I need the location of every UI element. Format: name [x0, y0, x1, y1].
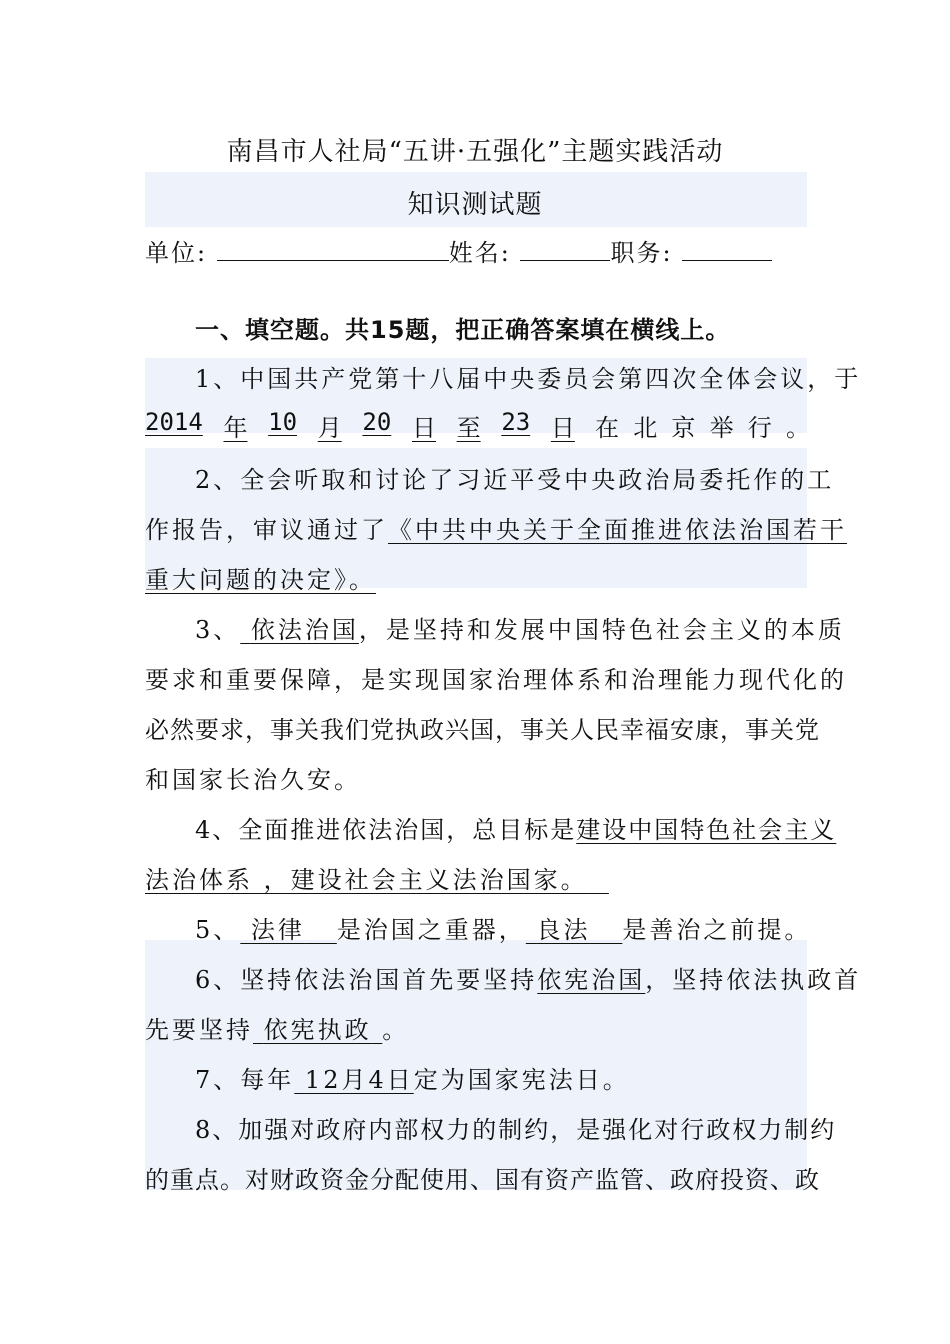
q4-answer: 建设中国特色社会主义 [576, 816, 837, 844]
name-label: 姓名: [448, 239, 511, 267]
q3-answer: 依法治国 [250, 616, 359, 644]
q2-answer: 《中共中央关于全面推进依法治国若干 [388, 516, 847, 544]
q1-line1: 1、中国共产党第十八届中央委员会第四次全体会议，于 [195, 365, 862, 393]
q1-tail: 在 北 京 举 行 。 [595, 414, 810, 442]
position-label: 职务: [610, 239, 673, 267]
q8-line1: 8、加强对政府内部权力的制约，是强化对行政权力制约 [195, 1116, 837, 1144]
q7-answer: 12月4日 [304, 1066, 414, 1094]
section-heading: 一、填空题。共15题，把正确答案填在横线上。 [195, 316, 731, 344]
q2-line2: 作报告，审议通过了《中共中央关于全面推进依法治国若干 [145, 516, 847, 544]
q8-line2: 的重点。对财政资金分配使用、国有资产监管、政府投资、政 [145, 1166, 820, 1194]
q2-line3 [145, 560, 810, 595]
name-field[interactable] [520, 238, 610, 261]
page-title: 南昌市人社局“五讲·五强化”主题实践活动 [226, 137, 724, 167]
q4-line2 [145, 860, 810, 895]
q2-line1: 2、全会听取和讨论了习近平受中央政治局委托作的工 [195, 466, 835, 494]
q3-line3: 必然要求，事关我们党执政兴国，事关人民幸福安康，事关党 [145, 716, 820, 744]
q3-line2: 要求和重要保障，是实现国家治理体系和治理能力现代化的 [145, 666, 847, 694]
q6-answer1: 依宪治国 [537, 966, 646, 994]
q3-line4: 和国家长治久安。 [145, 766, 361, 794]
q1-line2 [145, 408, 810, 443]
q6-answer2: 依宪执政 [263, 1016, 372, 1044]
form-line [145, 233, 810, 268]
page-subtitle: 知识测试题 [407, 190, 543, 220]
q6-line2: 先要坚持 依宪执政 。 [145, 1016, 410, 1044]
q4-line1: 4、全面推进依法治国，总目标是建设中国特色社会主义 [195, 816, 837, 844]
q1-answer: 2014 年 10 月 20 日 至 23 日 [145, 408, 575, 442]
q3-line1: 3、 依法治国，是坚持和发展中国特色社会主义的本质 [195, 616, 845, 644]
q5-line: 5、 法律 是治国之重器， 良法 是善治之前提。 [195, 916, 812, 944]
q6-line1: 6、坚持依法治国首先要坚持依宪治国，坚持依法执政首 [195, 966, 862, 994]
q5-answer1: 法律 [250, 916, 305, 944]
position-field[interactable] [682, 238, 772, 261]
q2-answer-cont: 重大问题的决定》。 [145, 566, 376, 594]
q5-answer2: 良法 [536, 916, 591, 944]
q7-line: 7、每年 12月4日定为国家宪法日。 [195, 1066, 630, 1094]
unit-field[interactable] [217, 238, 449, 261]
unit-label: 单位: [145, 239, 208, 267]
q4-answer-cont: 法治体系 ，建设社会主义法治国家。 [145, 866, 588, 894]
